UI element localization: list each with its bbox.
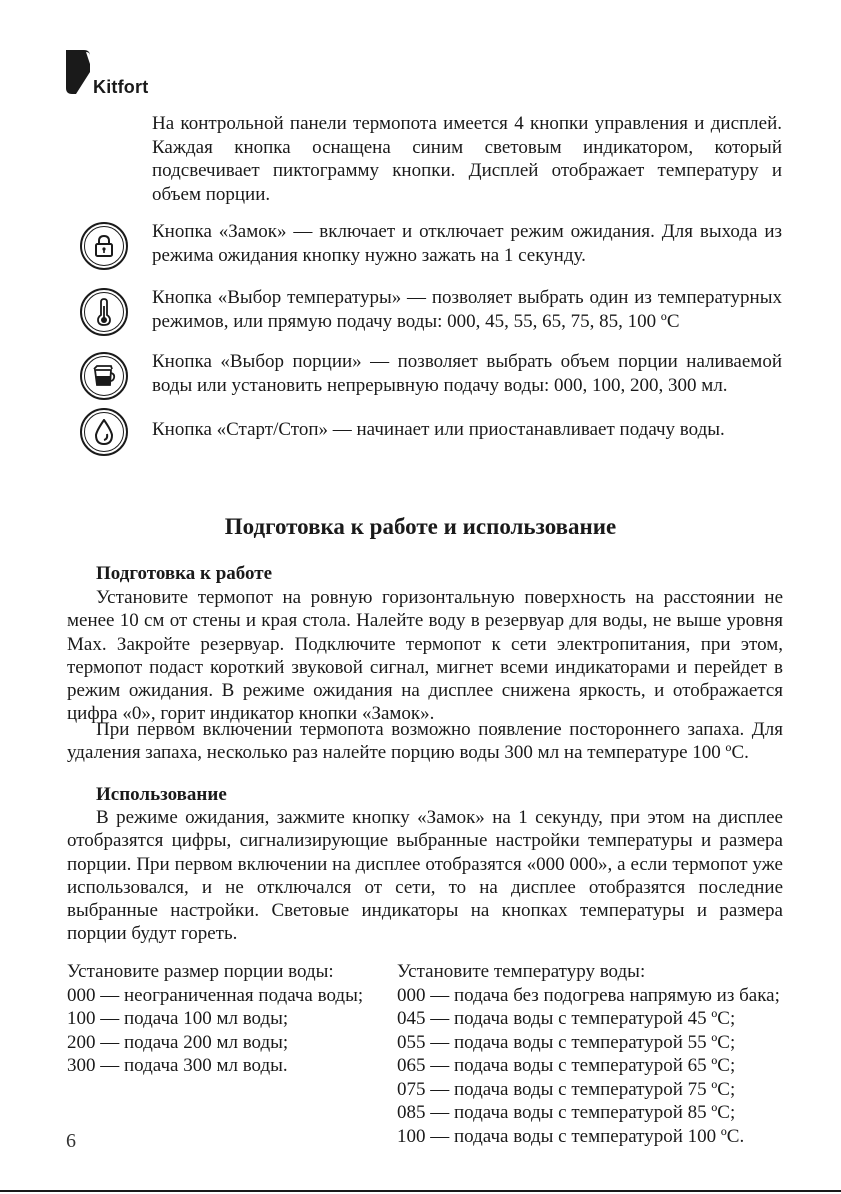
list-item: 300 — подача 300 мл воды. xyxy=(67,1055,288,1076)
kitfort-logo-icon xyxy=(66,50,92,96)
list-item: 085 — подача воды с температурой 85 ºС; xyxy=(397,1102,736,1123)
intro-paragraph: На контрольной панели термопота имеется 4 кнопки управления и дисплей. Каждая кнопка оснащена синим световым индикатором, который подсвечивает пиктограмму кнопки. Дисплей отображает температуру и объем порции. xyxy=(152,113,782,205)
list-item: 045 — подача воды с температурой 45 ºС; xyxy=(397,1008,736,1029)
portion-list-title: Установите размер порции воды: xyxy=(67,961,334,982)
brand-name: Kitfort xyxy=(93,77,149,97)
prep-paragraph-2-text: При первом включении термопота возможно появление постороннего запаха. Для удаления запаха, несколько раз налейте порцию воды 300 мл на температуре 100 ºС. xyxy=(67,719,783,764)
prep-paragraph-2 xyxy=(67,718,783,765)
bottom-divider xyxy=(0,1190,841,1192)
lock-icon xyxy=(80,222,128,270)
page-number: 6 xyxy=(66,1130,76,1152)
temperature-button-description: Кнопка «Выбор температуры» — позволяет выбрать один из температурных режимов, или прямую подачу воды: 000, 45, 55, 65, 75, 85, 100 ºС xyxy=(152,287,782,332)
cup-icon xyxy=(80,352,128,400)
prep-paragraph-1 xyxy=(67,586,783,726)
brand-logo xyxy=(66,50,176,96)
list-item: 100 — подача воды с температурой 100 ºС. xyxy=(397,1125,745,1147)
usage-heading: Использование xyxy=(96,784,227,805)
portion-button-description: Кнопка «Выбор порции» — позволяет выбрать объем порции наливаемой воды или установить непрерывную подачу воды: 000, 100, 200, 300 мл. xyxy=(152,351,782,396)
usage-paragraph xyxy=(67,806,783,946)
prep-paragraph-1-text: Установите термопот на ровную горизонтальную поверхность на расстоянии не менее 10 см от стены и края стола. Налейте воду в резервуар для воды, не выше уровня Max. Закройте резервуар. Подключите термопот к сети электропитания, при этом, термопот подаст короткий звуковой сигнал, мигнет всеми индикаторами и перейдет в режим ожидания. В режиме ожидания на дисплее снижена яркость, и отображается цифра «0», горит индикатор кнопки «Замок». xyxy=(67,587,783,725)
temperature-list xyxy=(397,960,780,1148)
list-item: 200 — подача 200 мл воды; xyxy=(67,1031,289,1053)
start-stop-button-description: Кнопка «Старт/Стоп» — начинает или приостанавливает подачу воды. xyxy=(152,419,725,440)
list-item: 065 — подача воды с температурой 65 ºС; xyxy=(397,1055,736,1076)
list-item: 000 — неограниченная подача воды; xyxy=(67,984,364,1006)
list-item: 000 — подача без подогрева напрямую из бака; xyxy=(397,984,780,1006)
thermometer-icon xyxy=(80,288,128,336)
prep-heading: Подготовка к работе xyxy=(96,563,273,584)
usage-paragraph-text: В режиме ожидания, зажмите кнопку «Замок» на 1 секунду, при этом на дисплее отобразятся цифры, сигнализирующие выбранные настройки температуры и размера порции. При первом включении на дисплее отобразятся «000 000», а если термопот уже использовался, и не отключался от сети, то на дисплее отобразятся последние выбранные настройки. Световые индикаторы на кнопках температуры и размера порции будут гореть. xyxy=(67,807,783,945)
list-item: 055 — подача воды с температурой 55 ºС; xyxy=(397,1031,736,1053)
lock-button-description: Кнопка «Замок» — включает и отключает режим ожидания. Для выхода из режима ожидания кнопку нужно зажать на 1 секунду. xyxy=(152,221,782,266)
water-drop-icon xyxy=(80,408,128,456)
list-item: 075 — подача воды с температурой 75 ºС; xyxy=(397,1078,736,1100)
temperature-list-title: Установите температуру воды: xyxy=(397,961,646,982)
section-title: Подготовка к работе и использование xyxy=(224,514,617,539)
portion-list xyxy=(67,960,363,1078)
list-item: 100 — подача 100 мл воды; xyxy=(67,1008,289,1029)
